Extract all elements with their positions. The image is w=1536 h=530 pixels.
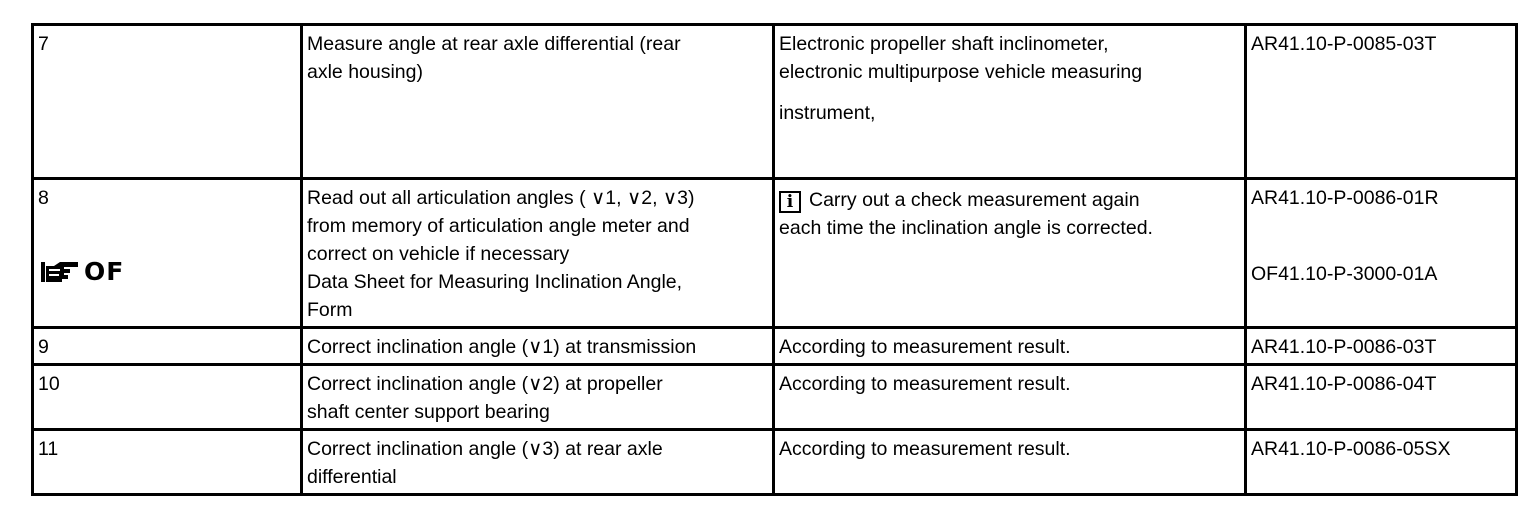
tools-text-line: According to measurement result. (779, 373, 1071, 395)
procedure-table (31, 23, 1518, 496)
step-number-cell (33, 365, 302, 430)
note-line (779, 186, 1241, 214)
note-cell (774, 179, 1246, 328)
table-row (33, 179, 1517, 328)
action-text-line: correct on vehicle if necessary (307, 243, 570, 265)
pointing-hand-icon (40, 258, 80, 286)
reference-cell (1246, 430, 1517, 495)
form-marker-label: OF (84, 257, 125, 286)
tools-text-line: instrument, (779, 102, 876, 124)
action-text-line: shaft center support bearing (307, 401, 550, 423)
action-text-line: Correct inclination angle (∨2) at propeller (307, 373, 663, 395)
action-text-line: axle housing) (307, 61, 423, 83)
step-number-cell (33, 430, 302, 495)
table-row (33, 25, 1517, 179)
table-row (33, 430, 1517, 495)
step-number: 9 (38, 336, 49, 358)
tools-cell (774, 430, 1246, 495)
action-cell (302, 430, 774, 495)
step-number: 10 (38, 373, 60, 395)
reference-link[interactable]: AR41.10-P-0086-05SX (1251, 438, 1451, 460)
form-link-text[interactable]: Form (307, 299, 353, 321)
action-cell (302, 179, 774, 328)
reference-link[interactable]: OF41.10-P-3000-01A (1251, 263, 1438, 285)
action-text-line: Correct inclination angle (∨3) at rear axle (307, 438, 663, 460)
reference-cell (1246, 25, 1517, 179)
step-number-cell (33, 25, 302, 179)
form-marker[interactable] (40, 258, 297, 286)
action-cell (302, 25, 774, 179)
tools-cell (774, 328, 1246, 365)
reference-cell (1246, 328, 1517, 365)
reference-cell (1246, 179, 1517, 328)
action-text-line: Correct inclination angle (∨1) at transmission (307, 336, 697, 358)
tools-cell (774, 365, 1246, 430)
reference-cell (1246, 365, 1517, 430)
reference-link[interactable]: AR41.10-P-0086-04T (1251, 373, 1437, 395)
tools-text-line: Electronic propeller shaft inclinometer, (779, 33, 1109, 55)
action-text-line: Read out all articulation angles ( ∨1, ∨2, ∨3) (307, 187, 695, 209)
action-cell (302, 328, 774, 365)
tools-text-line: electronic multipurpose vehicle measuring (779, 61, 1143, 83)
note-text: each time the inclination angle is corrected. (779, 217, 1153, 239)
action-text-line: from memory of articulation angle meter and (307, 215, 690, 237)
note-text: Carry out a check measurement again (809, 189, 1140, 211)
reference-link[interactable]: AR41.10-P-0085-03T (1251, 33, 1437, 55)
action-cell (302, 365, 774, 430)
action-text-line: Measure angle at rear axle differential (rear (307, 33, 681, 55)
table-row (33, 328, 1517, 365)
step-number: 11 (38, 438, 59, 460)
reference-link[interactable]: AR41.10-P-0086-01R (1251, 187, 1439, 209)
action-text-line: differential (307, 466, 397, 488)
form-link-text[interactable]: Data Sheet for Measuring Inclination Angle, (307, 271, 683, 293)
step-number: 8 (38, 187, 49, 209)
step-number: 7 (38, 33, 49, 55)
reference-link[interactable]: AR41.10-P-0086-03T (1251, 336, 1437, 358)
table-row (33, 365, 1517, 430)
step-number-cell (33, 328, 302, 365)
tools-text-line: According to measurement result. (779, 336, 1071, 358)
tools-cell (774, 25, 1246, 179)
step-number-cell (33, 179, 302, 328)
info-icon: i (779, 191, 801, 213)
tools-text-line: According to measurement result. (779, 438, 1071, 460)
